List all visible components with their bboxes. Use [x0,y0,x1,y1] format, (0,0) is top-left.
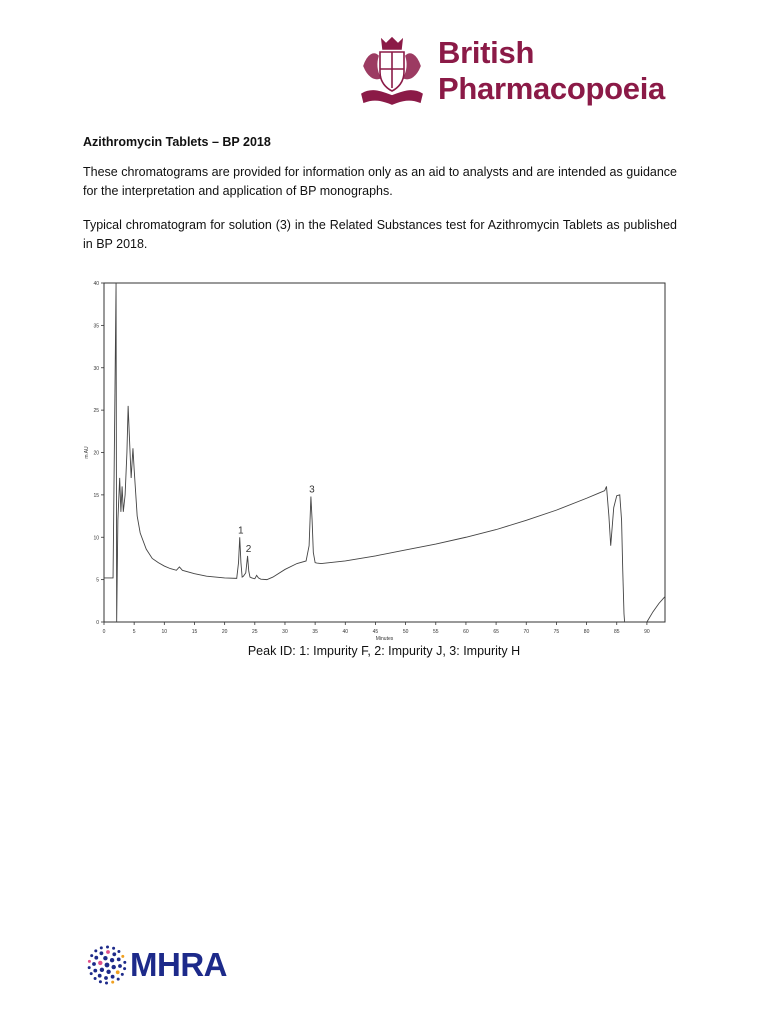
document-title: Azithromycin Tablets – BP 2018 [83,135,271,149]
mhra-dot [88,966,91,969]
x-tick-label: 30 [282,629,288,635]
x-tick-label: 40 [342,629,349,635]
mhra-dot [100,951,104,955]
chromatogram-svg [76,276,676,646]
chromatogram [76,276,676,646]
mhra-dot [110,958,114,962]
x-tick-label: 15 [191,629,198,635]
y-tick-label: 20 [93,450,99,457]
mhra-dot [105,982,108,985]
mhra-dot [98,974,102,978]
mhra-dot [104,976,108,980]
mhra-dot [123,961,126,964]
mhra-dot [88,960,91,963]
y-tick-label: 25 [93,408,99,415]
intro-paragraph: These chromatograms are provided for information only as an aid to analysts and are intended as guidance for the interpretation and application of BP monographs. [83,165,677,198]
mhra-dot [112,965,116,969]
mhra-dot-cluster-icon [86,944,128,986]
mhra-dot [105,963,110,968]
mhra-dot [118,964,122,968]
chromatogram-trace [104,283,665,646]
x-tick-label: 0 [102,629,106,635]
mhra-dot [100,968,104,972]
x-tick-label: 60 [463,629,469,635]
british-pharmacopoeia-logo [356,36,686,112]
x-tick-label: 85 [613,629,620,635]
royal-coat-of-arms-icon [356,36,428,108]
x-tick-label: 25 [252,629,258,635]
brand-line-1: British [438,35,535,70]
y-tick-label: 35 [93,323,99,330]
mhra-dot [94,977,97,980]
mhra-dot [111,975,115,979]
x-tick-label: 70 [523,629,530,635]
mhra-dot [117,950,120,953]
plot-frame [104,283,665,622]
x-tick-label: 55 [432,629,439,635]
mhra-dot [117,958,121,962]
y-tick-label: 15 [93,492,99,499]
mhra-dot [106,950,110,954]
mhra-dot [106,970,110,974]
mhra-dot [94,949,97,952]
mhra-dot [112,947,115,950]
mhra-dot [121,973,124,976]
mhra-dot [90,954,93,957]
mhra-dot [99,980,102,983]
mhra-wordmark: MHRA [130,946,227,983]
mhra-dot [121,955,124,958]
x-tick-label: 5 [132,629,136,635]
x-tick-label: 65 [493,629,499,635]
mhra-dot [112,952,116,956]
mhra-dot [106,946,109,949]
y-axis-label: m AU [84,446,90,459]
mhra-dot [123,967,126,970]
y-tick-label: 30 [93,365,99,372]
mhra-logo [86,944,246,986]
mhra-dot [94,956,98,960]
mhra-dot [111,981,114,984]
description-paragraph: Typical chromatogram for solution (3) in the Related Substances test for Azithromycin Tablets as published in BP 2018. [83,218,677,251]
mhra-dot [92,962,96,966]
peak-label-2: 2 [245,543,252,555]
mhra-dot [93,969,97,973]
mhra-dot [98,961,102,965]
x-tick-label: 50 [402,629,409,635]
brand-line-2: Pharmacopoeia [438,71,665,106]
x-tick-label: 80 [583,629,590,635]
y-tick-label: 0 [96,620,99,626]
x-tick-label: 10 [161,629,168,635]
mhra-dot [103,956,107,960]
mhra-dot [116,970,120,974]
y-tick-label: 40 [93,281,99,287]
x-axis-label: Minutes [375,636,394,642]
y-tick-label: 10 [93,535,99,542]
peak-label-3: 3 [309,484,315,496]
x-tick-label: 20 [221,629,228,635]
y-tick-label: 5 [96,577,99,584]
mhra-dot [117,978,120,981]
mhra-dot [100,946,103,949]
peak-label-1: 1 [237,525,244,537]
x-tick-label: 45 [372,629,379,635]
mhra-dot [90,972,93,975]
x-tick-label: 35 [312,629,318,635]
peak-id-caption: Peak ID: 1: Impurity F, 2: Impurity J, 3: Impurity H [247,644,521,658]
x-tick-label: 90 [644,629,650,635]
x-tick-label: 75 [553,629,560,635]
